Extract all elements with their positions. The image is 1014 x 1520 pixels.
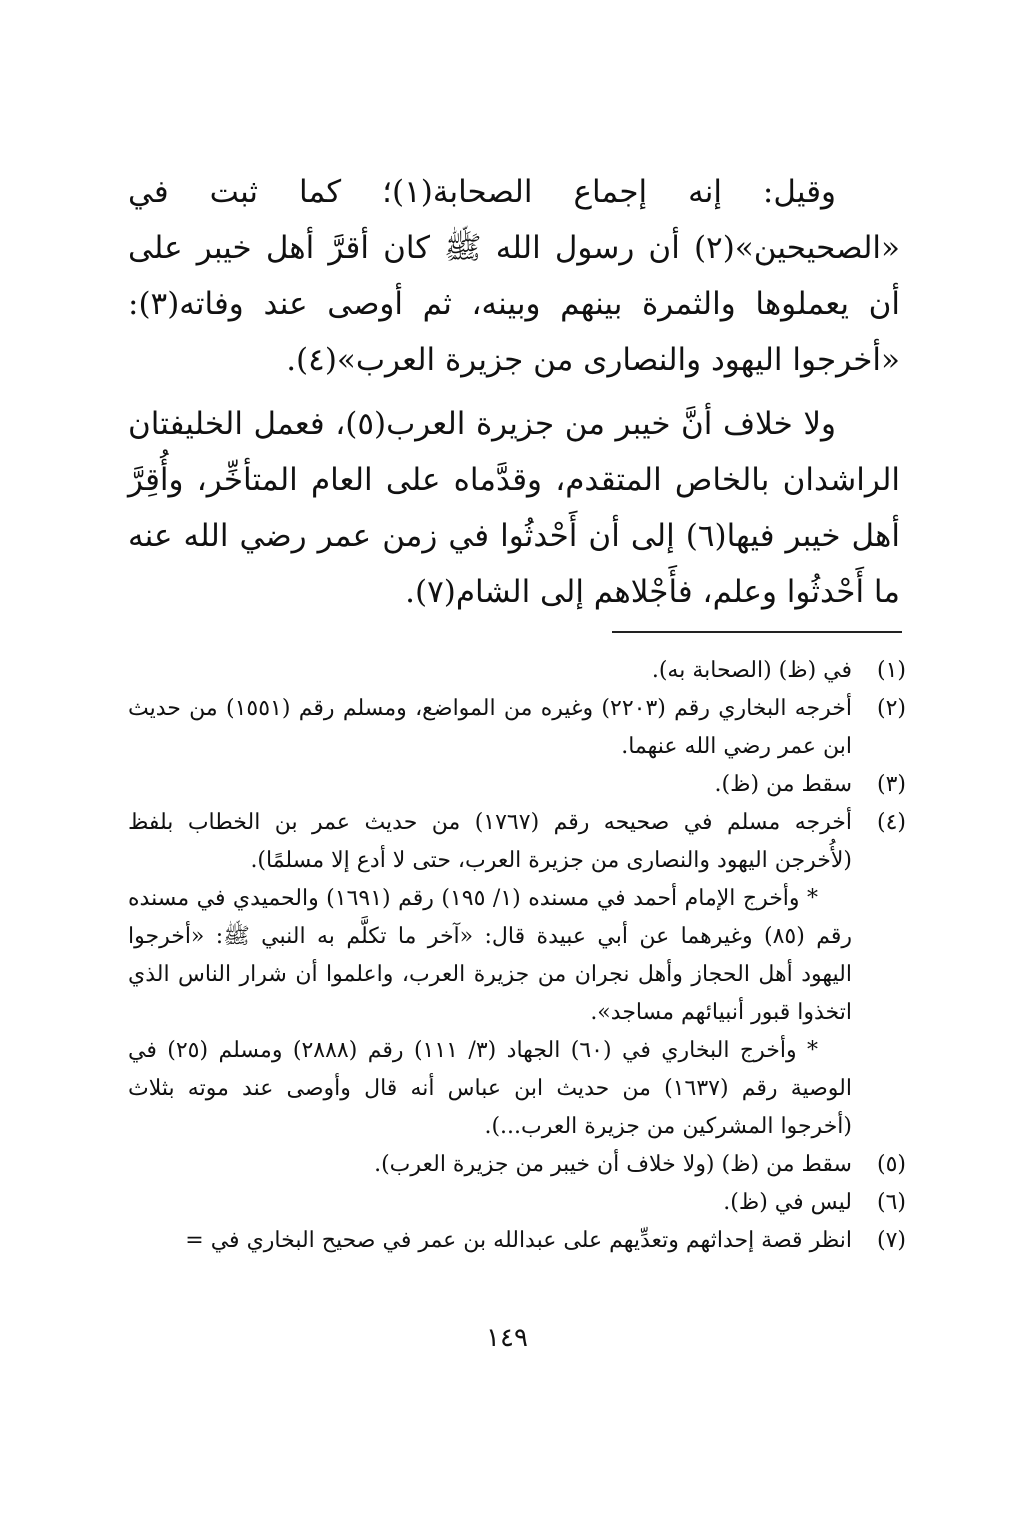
footnote-text: سقط من (ظ).	[714, 772, 852, 797]
footnote-number: (٥)	[876, 1152, 906, 1177]
footnote-number: (٢)	[876, 696, 906, 721]
footnote-5	[128, 1146, 906, 1184]
paragraph-text: ولا خلاف أنَّ خيبر من جزيرة العرب(٥)، فعمل الخليفتان الراشدان بالخاص المتقدم، وقدَّماه على العام المتأخِّر، وأُقِرَّ أهل خيبر فيها(٦) إلى أن أَحْدثُوا في زمن عمر رضي الله عنه ما أَحْدثُوا وعلم، فأَجْلاهم إلى الشام(٧).	[128, 406, 900, 610]
footnote-number: (١)	[876, 658, 906, 683]
footnote-text: أخرجه مسلم في صحيحه رقم (١٧٦٧) من حديث عمر بن الخطاب بلفظ (لأُخرجن اليهود والنصارى من جزيرة العرب، حتى لا أدع إلا مسلمًا).	[128, 810, 853, 873]
footnote-number: (٦)	[876, 1190, 906, 1215]
footnote-text: ليس في (ظ).	[723, 1190, 852, 1215]
footnote-3	[128, 766, 906, 804]
footnote-number: (٧)	[876, 1228, 906, 1253]
body-paragraph-1	[128, 164, 900, 388]
body-paragraph-2	[128, 396, 900, 620]
footnote-4	[128, 804, 906, 1146]
footnote-1	[128, 652, 906, 690]
footnote-7	[128, 1222, 906, 1260]
footnote-number: (٤)	[876, 810, 906, 835]
footnote-separator	[612, 631, 902, 633]
footnote-text: في (ظ) (الصحابة به).	[651, 658, 852, 683]
page-number: ١٤٩	[486, 1323, 528, 1353]
footnote-number: (٣)	[876, 772, 906, 797]
footnote-2	[128, 690, 906, 766]
footnote-subparagraph: * وأخرج الإمام أحمد في مسنده (١/ ١٩٥) رقم (١٦٩١) والحميدي في مسنده رقم (٨٥) وغيرهما عن أبي عبيدة قال: «آخر ما تكلَّم به النبي ﷺ: «أخرجوا اليهود أهل الحجاز وأهل نجران من جزيرة العرب، واعلموا أن شرار الناس الذي اتخذوا قبور أنبيائهم مساجد».	[128, 886, 853, 1025]
footnote-subparagraph: * وأخرج البخاري في (٦٠) الجهاد (٣/ ١١١) رقم (٢٨٨٨) ومسلم (٢٥) في الوصية رقم (١٦٣٧) من حديث ابن عباس أنه قال وأوصى عند موته بثلاث (أخرجوا المشركين من جزيرة العرب...).	[128, 1038, 852, 1139]
paragraph-text: وقيل: إنه إجماع الصحابة(١)؛ كما ثبت في «الصحيحين»(٢) أن رسول الله ﷺ كان أقرَّ أهل خيبر على أن يعملوها والثمرة بينهم وبينه، ثم أوصى عند وفاته(٣): «أخرجوا اليهود والنصارى من جزيرة العرب»(٤).	[128, 174, 900, 378]
footnotes-section	[128, 652, 906, 1260]
footnote-6	[128, 1184, 906, 1222]
footnote-text: سقط من (ظ) (ولا خلاف أن خيبر من جزيرة العرب).	[374, 1152, 852, 1177]
footnote-text: أخرجه البخاري رقم (٢٢٠٣) وغيره من المواضع، ومسلم رقم (١٥٥١) من حديث ابن عمر رضي الله عنهما.	[128, 696, 852, 759]
footnote-text: انظر قصة إحداثهم وتعدِّيهم على عبدالله بن عمر في صحيح البخاري في =	[185, 1228, 852, 1253]
